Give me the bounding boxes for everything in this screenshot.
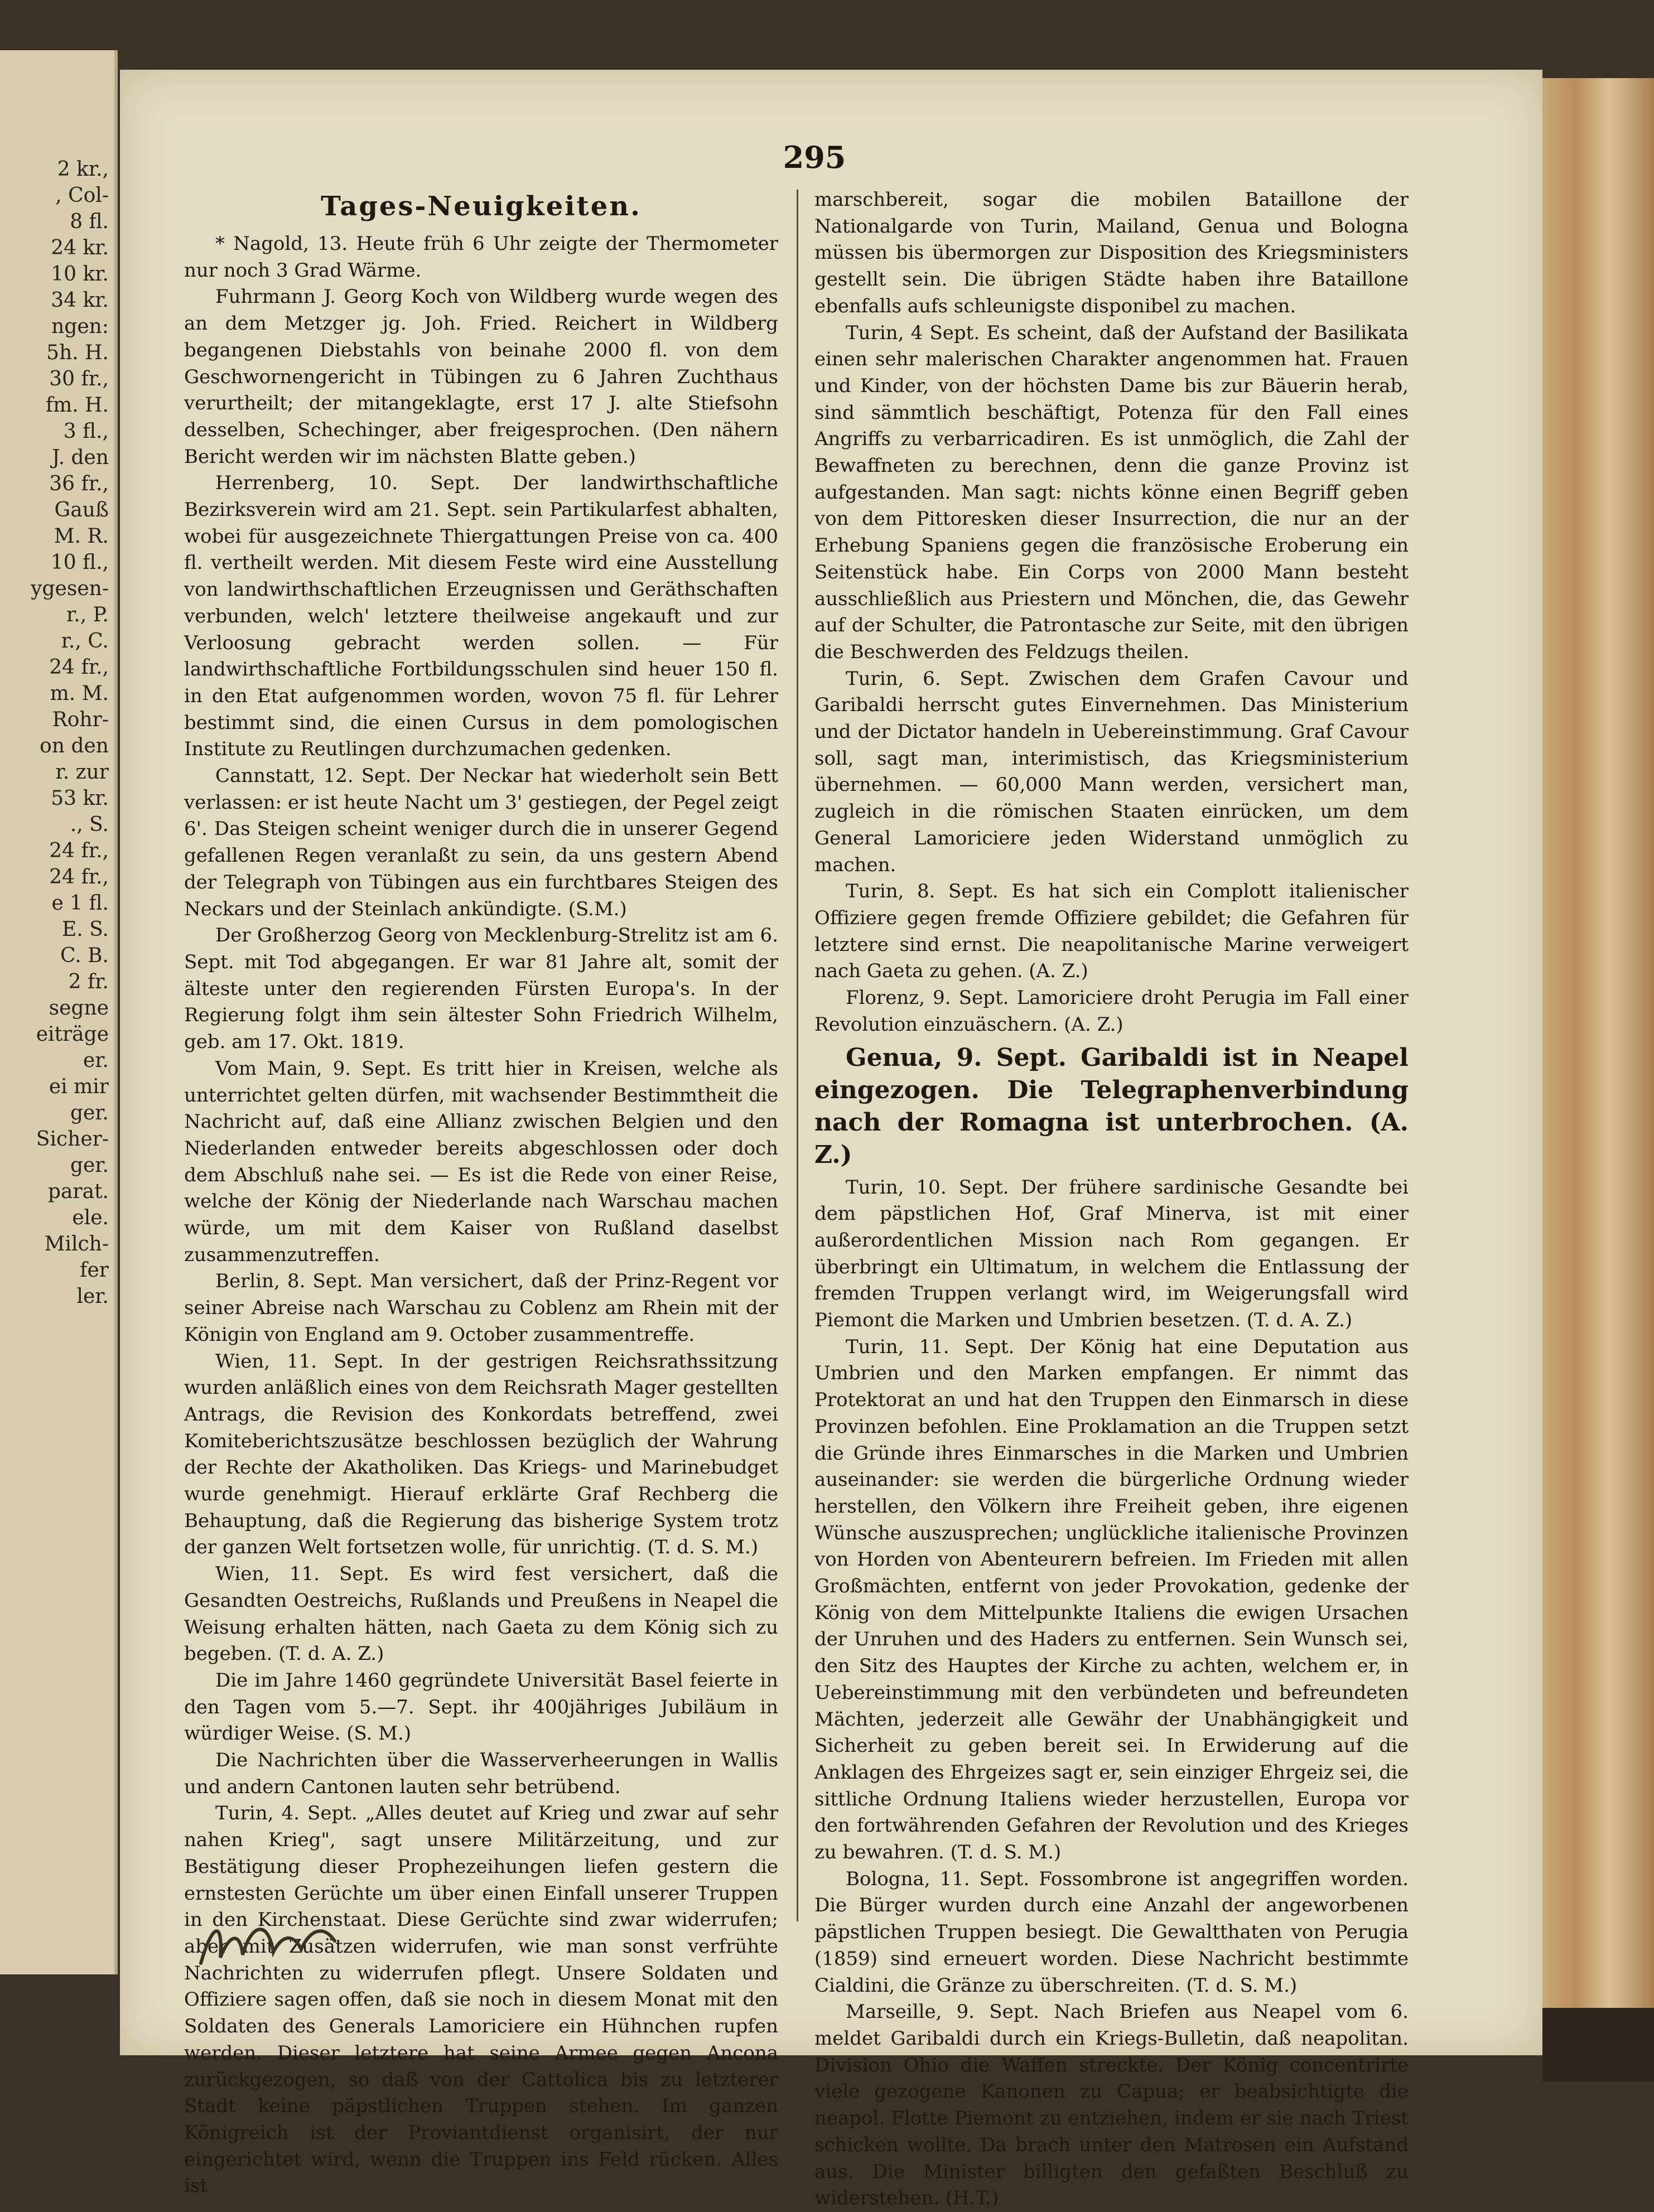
fragment-line: 24 fr., [49,656,109,679]
fragment-line: on den [40,735,109,757]
headline-news: Genua, 9. Sept. Garibaldi ist in Neapel eingezogen. Die Telegraphenverbindung nach der Romagna ist unterbrochen. (A. Z.) [814,1043,1409,1169]
handwritten-signature [190,1902,357,1980]
fragment-line: e 1 fl. [51,892,109,915]
article: Turin, 4 Sept. Es scheint, daß der Aufstand der Basilikata einen sehr malerischen Charakter angenommen hat. Frauen und Kinder, von der höchsten Dame bis zur Bäuerin herab, sind sämmtlich beschäftigt, Potenza für den Fall eines Angriffs zu verbarricadiren. Es ist unmöglich, die Zahl der Bewaffneten zu berechnen, denn die ganze Provinz ist aufgestanden. Man sagt: nichts könne einen Begriff geben von dem Pittoresken dieser Insurrection, die nur an der Erhebung Spaniens gegen die französische Eroberung ein Seitenstück habe. Ein Corps von 2000 Mann besteht ausschließlich aus Priestern und Mönchen, die, das Gewehr auf der Schulter, die Patrontasche zur Seite, mit den übrigen die Beschwerden des Feldzugs theilen. [814,321,1409,663]
fragment-line: M. R. [54,525,109,548]
article: Berlin, 8. Sept. Man versichert, daß der Prinz-Regent vor seiner Abreise nach Warschau zu Coblenz am Rhein mit der Königin von England am 9. October zusammentreffe. [184,1270,778,1346]
article: Der Großherzog Georg von Mecklenburg-Strelitz ist am 6. Sept. mit Tod abgegangen. Er war 81 Jahre alt, somit der älteste unter den regierenden Fürsten Europa's. In der Regierung folgt ihm sein ältester Sohn Friedrich Wilhelm, geb. am 17. Okt. 1819. [184,924,778,1054]
article: marschbereit, sogar die mobilen Bataillone der Nationalgarde von Turin, Mailand, Genua und Bologna müssen bis übermorgen zur Disposition des Kriegsministers gestellt sein. Die übrigen Städte haben ihre Bataillone ebenfalls aufs schleunigste disponibel zu machen. [814,189,1409,317]
fragment-line: r., P. [66,603,109,626]
right-column [814,187,1409,2212]
article: Turin, 11. Sept. Der König hat eine Deputation aus Umbrien und den Marken empfangen. Er nimmt das Protektorat an und hat den Truppen den Einmarsch in diese Provinzen befohlen. Eine Proklamation an die Truppen setzt die Gründe ihres Einmarsches in die Marken und Umbrien auseinander: sie werden die bürgerliche Ordnung wieder herstellen, den Völkern ihre Freiheit geben, ihre eigenen Wünsche auszusprechen; unglückliche italienische Provinzen von Horden von Abenteurern befreien. Im Frieden mit allen Großmächten, entfernt von jeder Provokation, gedenke der König von dem Mittelpunkte Italiens die ewigen Ursachen der Unruhen und des Haders zu entfernen. Sein Wunsch sei, den Sitz des Hauptes der Kirche zu achten, welchem er, in Uebereinstimmung mit den verbündeten und befreundeten Mächten, jederzeit alle Gewähr der Unabhängigkeit und Sicherheit zu geben bereit sei. In Erwiderung auf die Anklagen des Ehrgeizes sagt er, sein einziger Ehrgeiz sei, die sittliche Ordnung Italiens wieder herzustellen, Europa vor den fortwährenden Gefahren der Revolution und des Krieges zu bewahren. (T. d. S. M.) [814,1335,1409,1864]
article: Wien, 11. Sept. In der gestrigen Reichsrathssitzung wurden anläßlich eines von dem Reichsrath Mager gestellten Antrags, die Revision des Konkordats betreffend, zwei Komiteberichtszusätze beschlossen bezüglich der Wahrung der Rechte der Akatholiken. Das Kriegs- und Marinebudget wurde genehmigt. Hierauf erklärte Graf Rechberg die Behauptung, daß die Regierung das bisherige System trotz der ganzen Welt fortsetzen wolle, für unrichtig. (T. d. S. M.) [184,1350,778,1559]
article: * Nagold, 13. Heute früh 6 Uhr zeigte der Thermometer nur noch 3 Grad Wärme. [184,233,778,282]
fragment-line: ler. [76,1285,109,1308]
article: Vom Main, 9. Sept. Es tritt hier in Kreisen, welche als unterrichtet gelten dürfen, mit wachsender Bestimmtheit die Nachricht auf, daß eine Allianz zwischen Belgien und den Niederlanden entweder bereits abgeschlossen oder doch dem Abschluß nahe sei. — Es ist die Rede von einer Reise, welche der König der Niederlande nach Warschau machen würde, um mit dem Kaiser von Rußland daselbst zusammenzutreffen. [184,1057,778,1266]
fragment-line: segne [49,997,109,1020]
article: Herrenberg, 10. Sept. Der landwirthschaftliche Bezirksverein wird am 21. Sept. sein Partikularfest abhalten, wobei für ausgezeichnete Thiergattungen Preise von ca. 400 fl. vertheilt werden. Mit diesem Feste wird eine Ausstellung von landwirthschaftlichen Erzeugnissen und Geräthschaften verbunden, welch' letztere theilweise angekauft und zur Verloosung gebracht werden sollen. — Für landwirthschaftliche Fortbildungsschulen sind heuer 150 fl. in den Etat aufgenommen worden, wovon 75 fl. für Lehrer bestimmt sind, die einen Cursus in dem pomologischen Institute zu Reutlingen durchzumachen gedenken. [184,472,778,761]
fragment-line: ele. [72,1206,109,1229]
article: Fuhrmann J. Georg Koch von Wildberg wurde wegen des an dem Metzger jg. Joh. Fried. Reichert in Wildberg begangenen Diebstahls von beinahe 2000 fl. von dem Geschwornengericht in Tübingen zu 6 Jahren Zuchthaus verurtheilt; der mitangeklagte, erst 17 J. alte Stiefsohn desselben, Schechinger, aber freigesprochen. (Den nähern Bericht werden wir im nächsten Blatte geben.) [184,286,778,468]
article: Turin, 6. Sept. Zwischen dem Grafen Cavour und Garibaldi herrscht gutes Einvernehmen. Das Ministerium und der Dictator handeln in Uebereinstimmung. Graf Cavour soll, sagt man, interimistisch, das Kriegsministerium übernehmen. — 60,000 Mann werden, versichert man, zugleich in die römischen Staaten einrücken, um dem General Lamoriciere jeden Widerstand unmöglich zu machen. [814,667,1409,876]
facing-page [0,50,118,1974]
section-title: Tages-Neuigkeiten. [321,191,642,222]
article: Florenz, 9. Sept. Lamoriciere droht Perugia im Fall einer Revolution einzuäschern. (A. Z.) [814,987,1409,1036]
column-rule [797,190,798,1921]
article: Turin, 8. Sept. Es hat sich ein Complott italienischer Offiziere gegen fremde Offiziere gebildet; die Gefahren für letztere sind ernst. Die neapolitanische Marine verweigert nach Gaeta zu gehen. (A. Z.) [814,880,1409,983]
article: Wien, 11. Sept. Es wird fest versichert, daß die Gesandten Oestreichs, Rußlands und Preußens in Neapel die Weisung erhalten hätten, nach Gaeta zu dem König sich zu begeben. (T. d. A. Z.) [184,1563,778,1665]
fragment-line: 36 fr., [49,472,109,495]
article: Die Nachrichten über die Wasserverheerungen in Wallis und andern Cantonen lauten sehr betrübend. [184,1749,778,1798]
fragment-line: fm. H. [45,394,109,417]
fragment-line: ngen: [51,315,109,338]
fragment-line: ger. [70,1154,109,1177]
facing-page-fragments [3,156,109,1310]
article: Turin, 4. Sept. „Alles deutet auf Krieg und zwar auf sehr nahen Krieg", sagt unsere Militärzeitung, und zur Bestätigung dieser Prophezeihungen liefen gestern die ernstesten Gerüchte um über einen Einfall unserer Truppen in den Kirchenstaat. Diese Gerüchte sind zwar widerrufen; aber mit Zusätzen widerrufen, wie man sonst verfrühte Nachrichten zu widerrufen pflegt. Unsere Soldaten und Offiziere sagen offen, daß sie noch in diesem Monat mit den Soldaten des Generals Lamoriciere ein Hühnchen rupfen werden. Dieser letztere hat seine Armee gegen Ancona zurückgezogen, so daß von der Cattolica bis zu letzterer Stadt keine päpstlichen Truppen stehen. Im ganzen Königreich ist der Proviantdienst organisirt, der nur eingerichtet wird, wenn die Truppen ins Feld rücken. Alles ist [184,1802,778,2197]
fragment-line: m. M. [50,682,109,705]
fragment-line: ygesen- [31,577,109,600]
fragment-line: 3 fl., [63,420,109,443]
fragment-line: ei mir [49,1075,109,1098]
fragment-line: fer [80,1259,109,1282]
fragment-line: r. zur [55,761,109,784]
left-column [184,190,778,2200]
fragment-line: Gauß [54,499,109,521]
fragment-line: ger. [70,1102,109,1124]
fragment-line: 24 kr. [51,236,109,259]
page-edge [1542,78,1654,2008]
page-number: 295 [783,139,846,175]
fragment-line: ., S. [70,813,109,836]
fragment-line: Rohr- [52,708,109,731]
fragment-line: 30 fr., [49,368,109,390]
fragment-line: 8 fl. [70,210,109,233]
fragment-line: 2 kr., [57,158,109,181]
fragment-line: 24 fr., [49,866,109,888]
fragment-line: C. B. [60,944,109,967]
article: Bologna, 11. Sept. Fossombrone ist angegriffen worden. Die Bürger wurden durch eine Anzahl der angeworbenen päpstlichen Truppen besiegt. Die Gewaltthaten von Perugia (1859) sind erneuert worden. Diese Nachricht bestimmte Cialdini, die Gränze zu überschreiten. (T. d. S. M.) [814,1867,1409,1997]
fragment-line: J. den [51,446,109,469]
fragment-line: , Col- [55,184,109,207]
fragment-line: 10 fl., [50,551,109,574]
fragment-line: 5h. H. [46,341,109,364]
fragment-line: r., C. [61,630,109,653]
fragment-line: 24 fr., [49,839,109,862]
fragment-line: parat. [47,1180,109,1203]
article: Turin, 10. Sept. Der frühere sardinische Gesandte bei dem päpstlichen Hof, Graf Minerva, ist mit einer außerordentlichen Mission nach Rom gegangen. Er überbringt ein Ultimatum, in welchem die Entlassung der fremden Truppen verlangt wird, im Weigerungsfall wird Piemont die Marken und Umbrien besetzen. (T. d. A. Z.) [814,1176,1409,1332]
fragment-line: 34 kr. [51,289,109,312]
book-shadow [1542,2008,1654,2081]
fragment-line: er. [83,1049,109,1072]
fragment-line: Milch- [44,1233,109,1255]
fragment-line: 2 fr. [68,970,109,993]
article: Die im Jahre 1460 gegründete Universität Basel feierte in den Tagen vom 5.—7. Sept. ihr 400jähriges Jubiläum in würdiger Weise. (S. M.) [184,1669,778,1745]
fragment-line: eiträge [36,1023,109,1046]
fragment-line: Sicher- [36,1128,109,1151]
article: Cannstatt, 12. Sept. Der Neckar hat wiederholt sein Bett verlassen: er ist heute Nacht um 3' gestiegen, der Pegel zeigt 6'. Das Steigen scheint weniger durch die in unserer Gegend gefallenen Regen veranlaßt zu sein, da uns gestern Abend der Telegraph von Tübingen aus ein furchtbares Steigen des Neckars und der Steinlach ankündigte. (S.M.) [184,765,778,920]
fragment-line: 53 kr. [51,787,109,810]
article: Marseille, 9. Sept. Nach Briefen aus Neapel vom 6. meldet Garibaldi durch ein Kriegs-Bulletin, daß neapolitan. Division Ohio die Waffen streckte. Der König concentrirte viele gezogene Kanonen zu Capua; er beabsichtigte die neapol. Flotte Piemont zu entziehen, indem er sie nach Triest schicken wollte. Da brach unter den Matrosen ein Aufstand aus. Die Minister billigten den gefaßten Beschluß zu widerstehen. (H.T.) [814,2001,1409,2210]
fragment-line: 10 kr. [51,263,109,286]
fragment-line: E. S. [62,918,109,941]
